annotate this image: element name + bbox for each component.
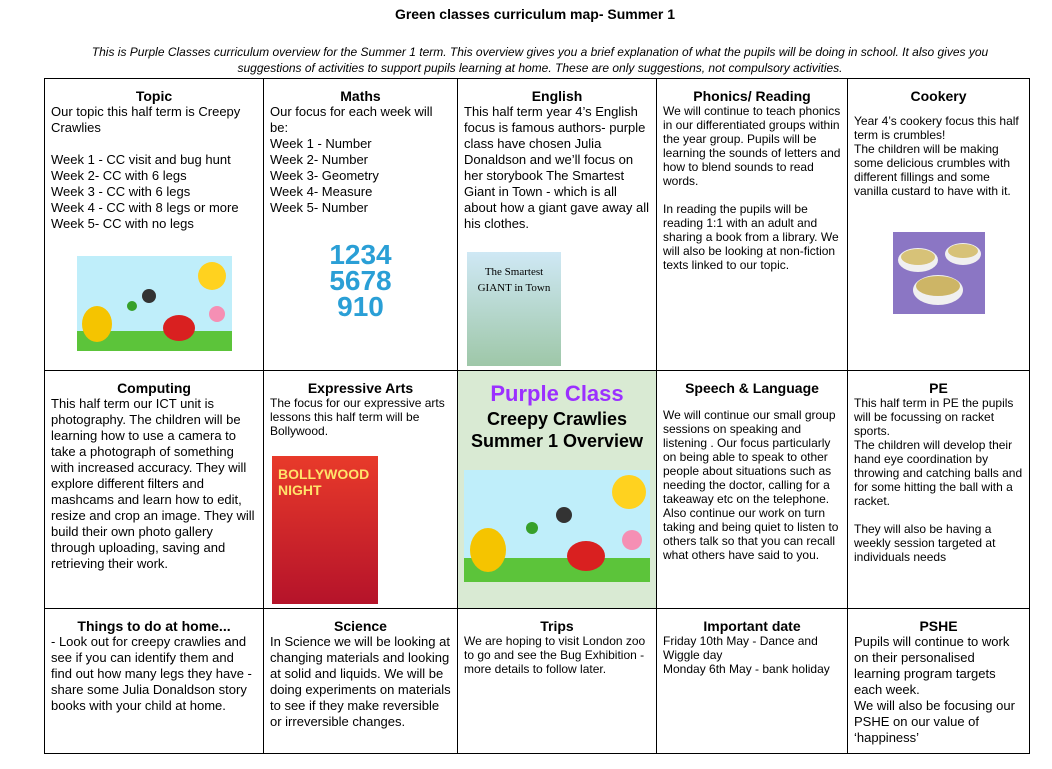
curriculum-table bbox=[44, 78, 1030, 754]
heading: English bbox=[531, 88, 583, 104]
body: In Science we will be looking at changing materials and looking at solid and liquids. We will be doing experiments on materials to see if they make reversible or irreversible changes. bbox=[270, 634, 451, 729]
body: We are hoping to visit London zoo to go and see the Bug Exhibition - more details to follow later. bbox=[464, 634, 646, 676]
heading: Science bbox=[334, 618, 387, 634]
body: Friday 10th May - Dance and Wiggle day Monday 6th May - bank holiday bbox=[663, 634, 830, 676]
heading: PSHE bbox=[919, 618, 958, 634]
cell-topic bbox=[45, 79, 264, 371]
bugs-image bbox=[464, 470, 650, 582]
heading: PE bbox=[929, 380, 948, 396]
cell-pe bbox=[848, 371, 1030, 609]
body: This half term our ICT unit is photography. The children will be learning how to use a camera to take a photograph of something with increased accuracy. They will explore different filters and mashcams and learn how to edit, resize and crop an image. They will build their own photo gallery through uploading, saving and retrieving their work. bbox=[51, 396, 255, 571]
heading: Speech & Language bbox=[685, 380, 819, 396]
heading: Important date bbox=[703, 618, 801, 634]
crumble-image bbox=[893, 232, 985, 314]
cell-science bbox=[264, 609, 458, 754]
cell-class-overview bbox=[458, 371, 657, 609]
cell-important-dates bbox=[657, 609, 848, 754]
cell-trips bbox=[458, 609, 657, 754]
cell-computing bbox=[45, 371, 264, 609]
cell-phonics bbox=[657, 79, 848, 371]
heading: Things to do at home... bbox=[77, 618, 231, 634]
cell-things-at-home bbox=[45, 609, 264, 754]
body: This half term in PE the pupils will be focussing on racket sports. The children will develop their hand eye coordination by throwing and catching balls and for some hitting the ball with a racket. They will also be having a weekly session targeted at individuals needs bbox=[854, 396, 1023, 564]
bollywood-poster-image: BOLLYWOOD NIGHT bbox=[272, 456, 378, 604]
body: Our focus for each week will be: Week 1 - Number Week 2- Number Week 3- Geometry Week 4- Measure Week 5- Number bbox=[270, 104, 433, 215]
heading: Topic bbox=[135, 88, 173, 104]
heading: Phonics/ Reading bbox=[693, 88, 811, 104]
bugs-image bbox=[77, 256, 232, 351]
body: Year 4’s cookery focus this half term is crumbles! The children will be making some delicious crumbles with different fillings and some vanilla custard to have with it. bbox=[854, 114, 1019, 198]
intro-text: This is Purple Classes curriculum overview for the Summer 1 term. This overview gives you a brief explanation of what the pupils will be doing in school. It also gives you suggestions of activities to support pupils learning at home. These are only suggestions, not compulsory activities. bbox=[91, 45, 989, 75]
overview-line-2: Summer 1 Overview bbox=[470, 431, 644, 451]
body: We will continue to teach phonics in our differentiated groups within the year group. Pupils will be learning the sounds of letters and how to blend sounds to read words. In reading the pupils will be reading 1:1 with an adult and sharing a book from a library. We will also be looking at non-fiction texts linked to our topic. bbox=[663, 104, 841, 272]
heading: Computing bbox=[117, 380, 191, 396]
class-name: Purple Class bbox=[490, 381, 624, 406]
heading: Trips bbox=[540, 618, 574, 634]
cell-speech-language bbox=[657, 371, 848, 609]
body: We will continue our small group sessions on speaking and listening . Our focus particularly on being able to speak to other people about situations such as needing the doctor, calling for a takeaway etc on the telephone. Also continue our work on turn taking and being quiet to listen to others talk so that you can recall what others have said to you. bbox=[663, 408, 839, 562]
cell-expressive-arts bbox=[264, 371, 458, 609]
body: Our topic this half term is Creepy Crawlies Week 1 - CC visit and bug hunt Week 2- CC with 6 legs Week 3 - CC with 6 legs Week 4 - CC with 8 legs or more Week 5- CC with no legs bbox=[51, 104, 241, 231]
book-cover-image: The Smartest GIANT in Town bbox=[467, 252, 561, 366]
body: Pupils will continue to work on their personalised learning program targets each week. We will also be focusing our PSHE on our value of ‘happiness’ bbox=[854, 634, 1015, 745]
cell-pshe bbox=[848, 609, 1030, 754]
heading: Expressive Arts bbox=[307, 380, 414, 396]
body: This half term year 4’s English focus is famous authors- purple class have chosen Julia Donaldson and we’ll focus on her storybook The Smartest Giant in Town - which is all about how a giant gave away all his clothes. bbox=[464, 104, 650, 231]
cell-maths bbox=[264, 79, 458, 371]
overview-line-1: Creepy Crawlies bbox=[486, 409, 628, 429]
numbers-image: 1234 5678 910 bbox=[329, 239, 392, 322]
heading: Cookery bbox=[910, 88, 967, 104]
page-title: Green classes curriculum map- Summer 1 bbox=[394, 6, 676, 22]
heading: Maths bbox=[340, 88, 381, 104]
body: The focus for our expressive arts lessons this half term will be Bollywood. bbox=[270, 396, 445, 438]
body: - Look out for creepy crawlies and see if you can identify them and find out how many legs they have - share some Julia Donaldson story books with your child at home. bbox=[51, 634, 252, 713]
cell-cookery bbox=[848, 79, 1030, 371]
cell-english bbox=[458, 79, 657, 371]
